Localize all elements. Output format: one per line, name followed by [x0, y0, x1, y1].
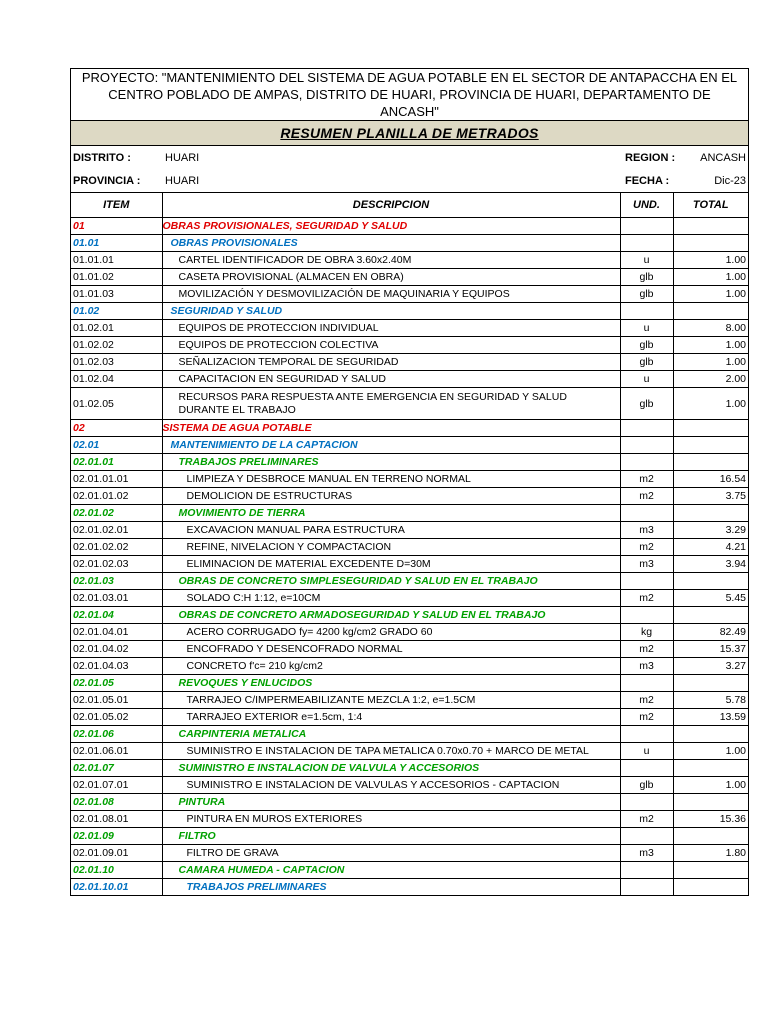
row-total [673, 794, 748, 811]
row-total: 1.00 [673, 777, 748, 794]
row-unit: u [620, 371, 673, 388]
row-unit [620, 505, 673, 522]
row-unit: glb [620, 286, 673, 303]
row-description: ELIMINACION DE MATERIAL EXCEDENTE D=30M [162, 556, 620, 573]
row-description: CONCRETO f'c= 210 kg/cm2 [162, 658, 620, 675]
row-description: EXCAVACION MANUAL PARA ESTRUCTURA [162, 522, 620, 539]
row-description: TRABAJOS PRELIMINARES [162, 879, 620, 896]
row-description: EQUIPOS DE PROTECCION INDIVIDUAL [162, 320, 620, 337]
table-row [71, 286, 748, 303]
table-row [71, 692, 748, 709]
row-unit [620, 675, 673, 692]
table-row [71, 828, 748, 845]
row-item: 01.02 [71, 303, 162, 320]
table-row [71, 505, 748, 522]
row-description: CARPINTERIA METALICA [162, 726, 620, 743]
row-total [673, 726, 748, 743]
row-total: 2.00 [673, 371, 748, 388]
table-row [71, 303, 748, 320]
row-description: DEMOLICION DE ESTRUCTURAS [162, 488, 620, 505]
row-unit [620, 794, 673, 811]
row-description: RECURSOS PARA RESPUESTA ANTE EMERGENCIA EN SEGURIDAD Y SALUD DURANTE EL TRABAJO [162, 388, 620, 420]
table-row [71, 388, 748, 420]
row-unit: m3 [620, 658, 673, 675]
row-total: 3.75 [673, 488, 748, 505]
row-total: 1.00 [673, 743, 748, 760]
row-unit: m2 [620, 641, 673, 658]
row-total [673, 573, 748, 590]
table-row [71, 522, 748, 539]
row-item: 02.01.01.02 [71, 488, 162, 505]
region-value: ANCASH [700, 151, 746, 164]
row-item: 02.01.05 [71, 675, 162, 692]
row-unit [620, 454, 673, 471]
row-description: MOVILIZACIÓN Y DESMOVILIZACIÓN DE MAQUINARIA Y EQUIPOS [162, 286, 620, 303]
row-item: 02.01.04 [71, 607, 162, 624]
row-item: 02.01.04.03 [71, 658, 162, 675]
row-unit: m2 [620, 709, 673, 726]
row-total: 3.27 [673, 658, 748, 675]
row-unit: m2 [620, 471, 673, 488]
table-row [71, 454, 748, 471]
row-total: 13.59 [673, 709, 748, 726]
row-description: CAMARA HUMEDA - CAPTACION [162, 862, 620, 879]
row-description: SUMINISTRO E INSTALACION DE VALVULA Y ACCESORIOS [162, 760, 620, 777]
table-row [71, 675, 748, 692]
row-item: 02.01.05.01 [71, 692, 162, 709]
row-unit [620, 235, 673, 252]
row-total [673, 437, 748, 454]
row-unit: glb [620, 388, 673, 420]
info-row-distrito [71, 146, 748, 169]
row-total [673, 828, 748, 845]
row-item: 02.01.02 [71, 505, 162, 522]
metrados-sheet [70, 68, 749, 896]
row-item: 02.01 [71, 437, 162, 454]
row-description: PINTURA EN MUROS EXTERIORES [162, 811, 620, 828]
table-row [71, 269, 748, 286]
table-row [71, 709, 748, 726]
sheet-title: RESUMEN PLANILLA DE METRADOS [71, 121, 748, 146]
table-row [71, 641, 748, 658]
row-item: 02.01.10 [71, 862, 162, 879]
row-item: 01.02.03 [71, 354, 162, 371]
row-total [673, 235, 748, 252]
project-title: PROYECTO: "MANTENIMIENTO DEL SISTEMA DE AGUA POTABLE EN EL SECTOR DE ANTAPACCHA EN EL CENTRO POBLADO DE AMPAS, DISTRITO DE HUARI, PROVINCIA DE HUARI, DEPARTAMENTO DE ANCASH" [71, 69, 748, 121]
provincia-label: PROVINCIA : [73, 174, 141, 187]
table-row [71, 845, 748, 862]
row-unit [620, 573, 673, 590]
row-description: PINTURA [162, 794, 620, 811]
fecha-label: FECHA : [625, 174, 670, 187]
row-description: SISTEMA DE AGUA POTABLE [162, 420, 620, 437]
fecha-value: Dic-23 [714, 174, 746, 187]
row-item: 02.01.08 [71, 794, 162, 811]
row-item: 02.01.02.03 [71, 556, 162, 573]
row-item: 02.01.09.01 [71, 845, 162, 862]
table-row [71, 488, 748, 505]
row-unit: glb [620, 354, 673, 371]
row-unit [620, 218, 673, 235]
table-row [71, 607, 748, 624]
table-row [71, 862, 748, 879]
row-item: 01.01.03 [71, 286, 162, 303]
row-unit: glb [620, 337, 673, 354]
row-item: 02.01.03 [71, 573, 162, 590]
row-unit: m2 [620, 488, 673, 505]
row-total: 5.45 [673, 590, 748, 607]
table-row [71, 726, 748, 743]
row-unit: kg [620, 624, 673, 641]
table-row [71, 320, 748, 337]
row-total: 1.80 [673, 845, 748, 862]
row-item: 02.01.09 [71, 828, 162, 845]
row-total [673, 454, 748, 471]
row-unit [620, 420, 673, 437]
row-description: FILTRO DE GRAVA [162, 845, 620, 862]
row-description: SUMINISTRO E INSTALACION DE VALVULAS Y ACCESORIOS - CAPTACION [162, 777, 620, 794]
table-row [71, 371, 748, 388]
row-description: SOLADO C:H 1:12, e=10CM [162, 590, 620, 607]
row-total: 4.21 [673, 539, 748, 556]
row-total [673, 420, 748, 437]
row-unit: m2 [620, 692, 673, 709]
row-item: 02.01.06 [71, 726, 162, 743]
row-unit: m2 [620, 590, 673, 607]
row-unit: m3 [620, 845, 673, 862]
row-description: CASETA PROVISIONAL (ALMACEN EN OBRA) [162, 269, 620, 286]
table-row [71, 218, 748, 235]
row-unit [620, 303, 673, 320]
row-total: 15.37 [673, 641, 748, 658]
row-unit: glb [620, 777, 673, 794]
row-item: 02.01.02.01 [71, 522, 162, 539]
table-row [71, 420, 748, 437]
row-item: 02.01.01.01 [71, 471, 162, 488]
region-label: REGION : [625, 151, 676, 164]
row-unit [620, 726, 673, 743]
row-unit [620, 862, 673, 879]
row-description: TARRAJEO C/IMPERMEABILIZANTE MEZCLA 1:2, e=1.5CM [162, 692, 620, 709]
row-total: 1.00 [673, 269, 748, 286]
row-item: 01.01.02 [71, 269, 162, 286]
row-total: 82.49 [673, 624, 748, 641]
table-row [71, 590, 748, 607]
table-row [71, 624, 748, 641]
row-description: SEGURIDAD Y SALUD [162, 303, 620, 320]
row-item: 01.02.01 [71, 320, 162, 337]
table-row [71, 760, 748, 777]
row-item: 02.01.07.01 [71, 777, 162, 794]
table-row [71, 743, 748, 760]
row-unit [620, 437, 673, 454]
table-row [71, 252, 748, 269]
row-description: EQUIPOS DE PROTECCION COLECTIVA [162, 337, 620, 354]
row-unit: u [620, 320, 673, 337]
table-row [71, 658, 748, 675]
row-description: SEÑALIZACION TEMPORAL DE SEGURIDAD [162, 354, 620, 371]
table-row [71, 777, 748, 794]
row-total: 5.78 [673, 692, 748, 709]
header-descripcion: DESCRIPCION [162, 193, 620, 218]
table-row [71, 879, 748, 896]
row-item: 02.01.06.01 [71, 743, 162, 760]
provincia-value: HUARI [165, 174, 200, 187]
row-total: 8.00 [673, 320, 748, 337]
table-row [71, 235, 748, 252]
row-total [673, 760, 748, 777]
row-total: 1.00 [673, 354, 748, 371]
table-row [71, 337, 748, 354]
row-description: REFINE, NIVELACION Y COMPACTACION [162, 539, 620, 556]
distrito-label: DISTRITO : [73, 151, 131, 164]
row-description: CARTEL IDENTIFICADOR DE OBRA 3.60x2.40M [162, 252, 620, 269]
row-unit [620, 607, 673, 624]
row-description: REVOQUES Y ENLUCIDOS [162, 675, 620, 692]
row-total: 1.00 [673, 252, 748, 269]
header-item: ITEM [71, 193, 162, 218]
row-item: 02 [71, 420, 162, 437]
row-item: 01.02.05 [71, 388, 162, 420]
row-unit: m3 [620, 522, 673, 539]
table-row [71, 354, 748, 371]
row-item: 02.01.03.01 [71, 590, 162, 607]
table-row [71, 811, 748, 828]
row-item: 02.01.08.01 [71, 811, 162, 828]
row-item: 02.01.02.02 [71, 539, 162, 556]
row-item: 01 [71, 218, 162, 235]
row-item: 01.02.02 [71, 337, 162, 354]
row-unit: u [620, 252, 673, 269]
row-description: TARRAJEO EXTERIOR e=1.5cm, 1:4 [162, 709, 620, 726]
row-unit [620, 760, 673, 777]
row-unit [620, 879, 673, 896]
row-item: 02.01.05.02 [71, 709, 162, 726]
table-header-row [71, 193, 748, 218]
row-total: 1.00 [673, 388, 748, 420]
header-und: UND. [620, 193, 673, 218]
row-item: 01.01.01 [71, 252, 162, 269]
row-description: ENCOFRADO Y DESENCOFRADO NORMAL [162, 641, 620, 658]
header-total: TOTAL [673, 193, 748, 218]
row-total: 16.54 [673, 471, 748, 488]
table-row [71, 556, 748, 573]
row-description: OBRAS PROVISIONALES [162, 235, 620, 252]
row-total [673, 505, 748, 522]
row-description: CAPACITACION EN SEGURIDAD Y SALUD [162, 371, 620, 388]
row-total [673, 862, 748, 879]
row-item: 02.01.01 [71, 454, 162, 471]
row-unit: m2 [620, 811, 673, 828]
distrito-value: HUARI [165, 151, 200, 164]
row-description: TRABAJOS PRELIMINARES [162, 454, 620, 471]
row-item: 02.01.10.01 [71, 879, 162, 896]
row-total [673, 879, 748, 896]
info-row-provincia [71, 169, 748, 192]
row-total: 1.00 [673, 286, 748, 303]
table-row [71, 539, 748, 556]
row-description: OBRAS PROVISIONALES, SEGURIDAD Y SALUD [162, 218, 620, 235]
row-total: 3.94 [673, 556, 748, 573]
row-description: MOVIMIENTO DE TIERRA [162, 505, 620, 522]
row-total [673, 218, 748, 235]
table-row [71, 471, 748, 488]
row-unit: u [620, 743, 673, 760]
row-description: OBRAS DE CONCRETO ARMADOSEGURIDAD Y SALUD EN EL TRABAJO [162, 607, 620, 624]
row-total [673, 303, 748, 320]
row-total [673, 675, 748, 692]
table-row [71, 794, 748, 811]
row-description: FILTRO [162, 828, 620, 845]
row-description: LIMPIEZA Y DESBROCE MANUAL EN TERRENO NORMAL [162, 471, 620, 488]
row-item: 02.01.04.02 [71, 641, 162, 658]
row-total: 1.00 [673, 337, 748, 354]
row-unit: m2 [620, 539, 673, 556]
row-description: MANTENIMIENTO DE LA CAPTACION [162, 437, 620, 454]
row-description: SUMINISTRO E INSTALACION DE TAPA METALICA 0.70x0.70 + MARCO DE METAL [162, 743, 620, 760]
row-unit: glb [620, 269, 673, 286]
row-item: 02.01.07 [71, 760, 162, 777]
row-total: 15.36 [673, 811, 748, 828]
row-description: OBRAS DE CONCRETO SIMPLESEGURIDAD Y SALUD EN EL TRABAJO [162, 573, 620, 590]
table-row [71, 573, 748, 590]
metrados-table [71, 192, 748, 896]
row-item: 01.02.04 [71, 371, 162, 388]
row-item: 02.01.04.01 [71, 624, 162, 641]
table-row [71, 437, 748, 454]
row-unit: m3 [620, 556, 673, 573]
row-total [673, 607, 748, 624]
row-total: 3.29 [673, 522, 748, 539]
row-unit [620, 828, 673, 845]
row-description: ACERO CORRUGADO fy= 4200 kg/cm2 GRADO 60 [162, 624, 620, 641]
row-item: 01.01 [71, 235, 162, 252]
